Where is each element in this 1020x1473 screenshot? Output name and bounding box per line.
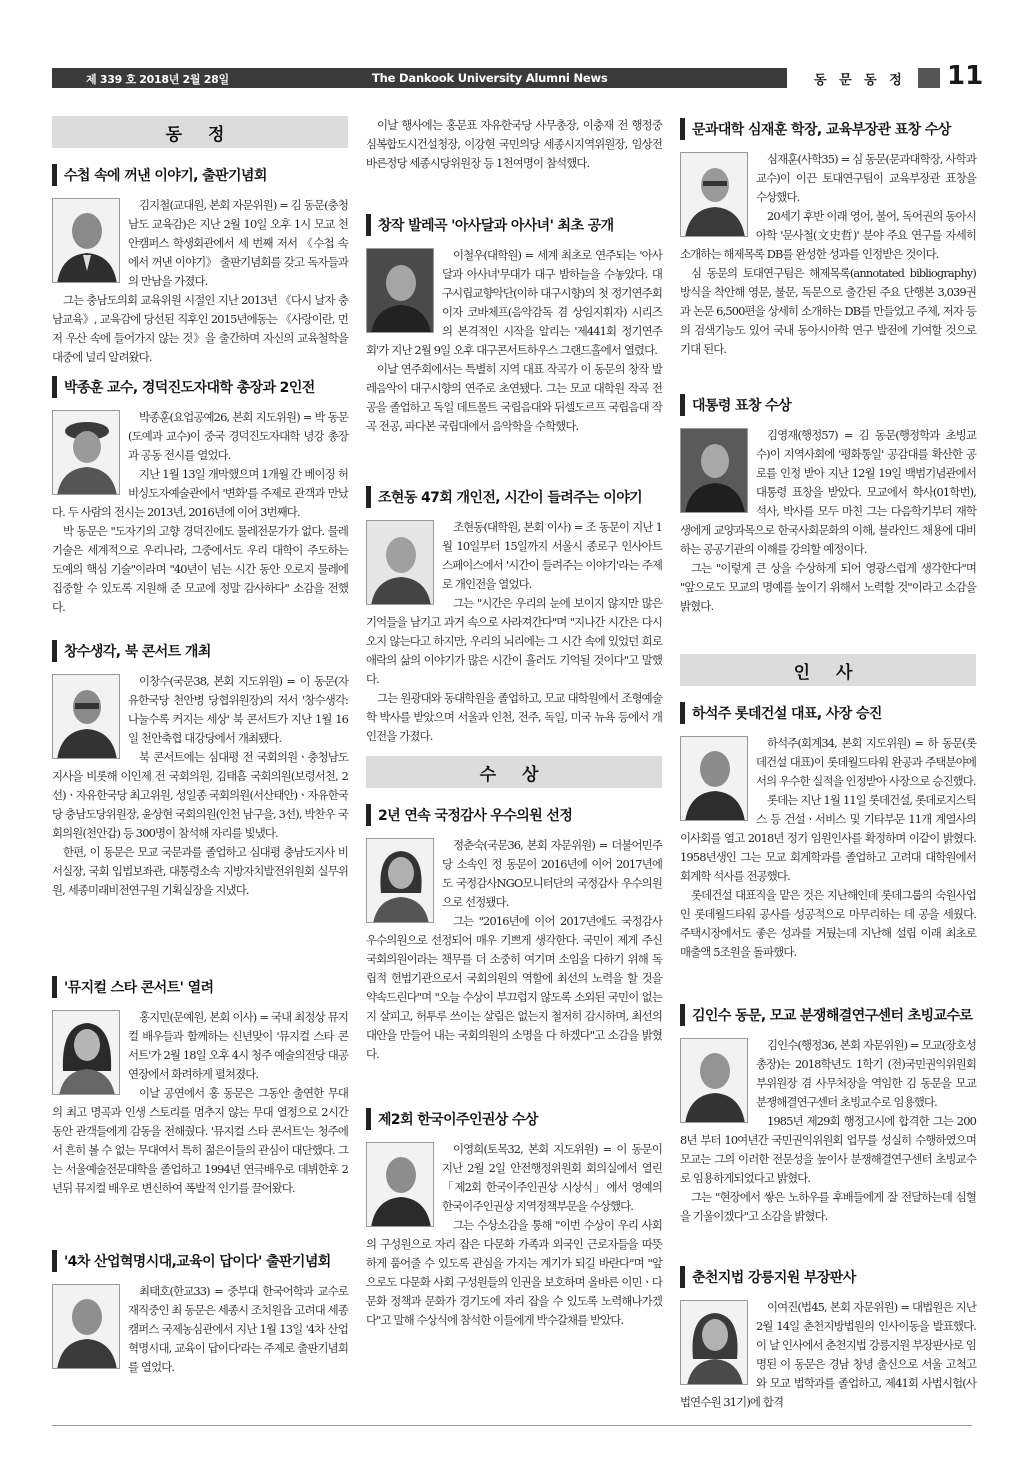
paragraph: 롯데건설 대표직을 맡은 것은 지난해인데 롯데그룹의 숙원사업인 롯데월드타워 공사를 성공적으로 마무리하는 데 공을 세웠다. 주택시장에서도 좋은 성과를 거뒀는데 지난해 설립 이래 최초로 매출액 5조원을 돌파했다. — [680, 888, 976, 959]
person-icon — [367, 521, 434, 605]
article-headline — [680, 392, 976, 418]
headline-text: '뮤지컬 스타 콘서트' 열려 — [64, 980, 214, 996]
article-body — [680, 426, 976, 616]
article-body — [680, 734, 976, 962]
article-headline — [52, 974, 348, 1000]
paragraph: 하석주(회계34, 본회 지도위원) = 하 동문(롯데건설 대표)이 롯데월드타워 완공과 주택분야에서의 우수한 실적을 인정받아 사장으로 승진했다. — [756, 736, 976, 788]
headline-text: 춘천지법 강릉지원 부장판사 — [692, 1270, 856, 1286]
paragraph: 그는 "시간은 우리의 눈에 보이지 않지만 많은 기억들을 남기고 과거 속으로 사라져간다"며 "지나간 시간은 다시 오지 않는다고 하지만, 우리의 뇌리에는 그 시간 속에 있었던 희로애락의 삶의 이야기가 많은 시간이 흘러도 기억될 것이다"고 말했다. — [366, 596, 662, 686]
article-headline — [366, 484, 662, 510]
paragraph: 그는 "이렇게 큰 상을 수상하게 되어 영광스럽게 생각한다"며 "앞으로도 모교의 명예를 높이기 위해서 노력할 것"이라고 소감을 밝혔다. — [680, 561, 976, 613]
article-kim-jicheol — [52, 162, 348, 374]
portrait-photo — [680, 428, 748, 513]
article-body — [366, 1140, 662, 1330]
column-1 — [52, 116, 348, 1373]
article-lee-cheolwoo — [366, 212, 662, 484]
paragraph: 김영재(행정57) = 김 동문(행정학과 초빙교수)이 지역사회에 '평화통일' 공감대를 확산한 공로를 인정 받아 지난 12월 19일 백범기념관에서 대통령 표창을 받았다. 모교에서 학사(01학번), 석사, 박사를 모두 마친 그는 다음학기부터 재학생에게 교양과목으로 한국사회문화의 이해, 블라인드 채용에 대비하는 공공기관의 이해를 강의할 예정이다. — [680, 428, 976, 556]
person-icon — [53, 675, 120, 759]
article-lee-younghee — [366, 1106, 662, 1366]
headline-text: 문과대학 심재훈 학장, 교육부장관 표창 수상 — [692, 122, 951, 138]
article-jung-chunsook — [366, 802, 662, 1106]
headline-bar-icon — [366, 804, 371, 826]
article-choi-taeho-continued — [366, 116, 662, 212]
portrait-photo — [366, 1142, 434, 1227]
portrait-photo — [52, 1284, 120, 1369]
article-body — [52, 1282, 348, 1377]
paragraph: 이창수(국문38, 본회 지도위원) = 이 동문(자유한국당 천안병 당협위원장)의 저서 '창수생각:나눌수록 커지는 세상' 북 콘서트가 지난 1월 16일 천안축협 대강당에서 개최됐다. — [128, 674, 348, 745]
article-lee-changsu — [52, 638, 348, 974]
paragraph: 최태호(한교33) = 중부대 한국어학과 교수로 재직중인 최 동문은 세종시 조치원읍 고려대 세종캠퍼스 국제농심관에서 지난 1월 13일 '4차 산업혁명시대, 교육이 답이다'라는 주제로 출판기념회를 열었다. — [128, 1284, 348, 1374]
portrait-photo — [52, 1010, 120, 1095]
article-headline — [366, 802, 662, 828]
headline-bar-icon — [680, 118, 685, 140]
paragraph: 20세기 후반 이래 영어, 불어, 독어권의 동아시아학 '문사철(文史哲)' 분야 주요 연구를 자세히 소개하는 해제목록 DB를 완성한 성과를 인정받은 것이다. — [680, 209, 976, 261]
portrait-photo — [680, 736, 748, 821]
page-number: 11 — [947, 61, 984, 91]
paragraph: 심 동문의 토대연구팀은 해제목록(annotated bibliography) 방식을 착안해 영문, 불문, 독문으로 출간된 주요 단행본 3,039권과 논문 6,500편을 상세히 소개하는 DB를 만들었고 주제, 저자 등의 검색기능도 있어 국내 동아시아학 연구 발전에 기여할 것으로 기대 된다. — [680, 266, 976, 356]
paragraph: 한편, 이 동문은 모교 국문과를 졸업하고 심대평 충남도지사 비서실장, 국회 입법보좌관, 대통령소속 지방자치발전위원회 실무위원, 세종미래비전연구원 기획실장을 지냈다. — [52, 845, 348, 897]
paragraph: 김인수(행정36, 본회 자문위원) = 모교(장호성 총장)는 2018학년도 1학기 (전)국민권익위원회 부위원장 겸 사무처장을 역임한 김 동문을 모교 분쟁해결연구센터 초빙교수로 임용했다. — [756, 1038, 976, 1109]
article-body — [366, 116, 662, 173]
paragraph: 조현동(대학원, 본회 이사) = 조 동문이 지난 1월 10일부터 15일까지 서울시 종로구 인사아트스페이스에서 '시간이 들려주는 이야기'라는 주제로 개인전을 열었다. — [442, 520, 662, 591]
article-kim-insu — [680, 1002, 976, 1264]
article-kim-youngjae — [680, 392, 976, 654]
article-headline — [52, 1248, 348, 1274]
article-body — [52, 408, 348, 617]
article-hong-jimin — [52, 974, 348, 1248]
headline-text: 하석주 롯데건설 대표, 사장 승진 — [692, 706, 882, 722]
portrait-photo — [366, 520, 434, 605]
article-headline — [680, 1002, 976, 1028]
article-headline — [366, 212, 662, 238]
headline-text: 조현동 47회 개인전, 시간이 들려주는 이야기 — [378, 490, 643, 506]
portrait-photo — [366, 248, 434, 333]
paragraph: 이영희(토목32, 본회 지도위원) = 이 동문이 지난 2월 2일 안전행정위원회 회의실에서 열린「제2회 한국이주인권상 시상식」에서 영예의 한국이주인권상 지역정책부문을 수상했다. — [442, 1142, 662, 1213]
article-body — [52, 196, 348, 367]
paragraph: 박종훈(요업공예26, 본회 지도위원) = 박 동문(도예과 교수)이 중국 경덕진도자대학 녕강 총장과 공동 전시를 열었다. — [128, 410, 348, 462]
bottom-rule — [52, 1425, 972, 1426]
paragraph: 그는 충남도의회 교육위원 시절인 지난 2013년 《다시 날자 충남교육》, 교육감에 당선된 직후인 2015년에동는 《사랑이란, 먼저 우산 속에 들어가지 않는 것》을 출간하며 자신의 교육철학을 대중에 널리 알려왔다. — [52, 293, 348, 364]
headline-text: 2년 연속 국정감사 우수의원 선정 — [378, 808, 573, 824]
article-headline — [680, 700, 976, 726]
headline-bar-icon — [366, 486, 371, 508]
headline-bar-icon — [680, 702, 685, 724]
paragraph: 박 동문은 "도자기의 고향 경덕진에도 물레전문가가 없다. 물레 기술은 세계적으로 우리나라, 그중에서도 우리 대학이 주도하는 도예의 핵심 기술"이라며 "40년이 넘는 시간 동안 오로지 물레에 집중할 수 있도록 지원해 준 모교에 정말 감사하다" 소감을 전했다. — [52, 524, 348, 614]
article-body — [366, 836, 662, 1064]
portrait-photo — [680, 1300, 748, 1385]
person-icon — [367, 839, 434, 923]
article-body — [680, 1298, 976, 1412]
headline-text: 김인수 동문, 모교 분쟁해결연구센터 초빙교수로 — [692, 1008, 973, 1024]
article-body — [680, 1036, 976, 1226]
paragraph: 그는 원광대와 동대학원을 졸업하고, 모교 대학원에서 조형예술학 박사를 받았으며 서울과 인천, 전주, 독일, 미국 뉴욕 등에서 개인전을 가졌다. — [366, 691, 662, 743]
portrait-photo — [366, 838, 434, 923]
article-shim-jaehoon — [680, 116, 976, 392]
masthead — [52, 61, 984, 92]
paragraph: 이날 행사에는 홍문표 자유한국당 사무총장, 이충재 전 행정중심복합도시건설청장, 이강현 국민의당 세종시지역위원장, 임상전 바른정당 세종시당위원장 등 1천여명이 참석했다. — [366, 118, 662, 170]
article-headline — [680, 116, 976, 142]
headline-bar-icon — [52, 1250, 57, 1272]
paragraph: 롯데는 지난 1월 11일 롯데건설, 롯데로지스틱스 등 건설ㆍ서비스 및 기타부문 11개 계열사의 이사회를 열고 2018년 정기 임원인사를 확정하며 이같이 밝혔다. 1958년생인 그는 모교 회계학과를 졸업하고 고려대 대학원에서 회계학 석사를 전공했다. — [680, 793, 976, 883]
paragraph: 이여진(법45, 본회 자문위원) = 대법원은 지난 2월 14일 춘천지방법원의 인사이동을 발표했다. 이 날 인사에서 춘천지법 강릉지원 부장판사로 임명된 이 동문은 경남 창녕 출신으로 서울 고척고와 모교 법학과를 졸업하고, 제41회 사법시험(사법연수원 31기)에 합격 — [680, 1300, 976, 1409]
person-icon — [53, 411, 120, 495]
article-cho-hyeondong — [366, 484, 662, 756]
column-2 — [366, 116, 662, 1366]
paragraph: 지난 1월 13일 개막했으며 1개월 간 베이징 허비싱도자예술관에서 '변화'를 주제로 관객과 만났다. 두 사람의 전시는 2013년, 2016년에 이어 3번째다. — [52, 467, 348, 519]
portrait-photo — [52, 198, 120, 283]
person-icon — [681, 737, 748, 821]
paragraph: 그는 "2016년에 이어 2017년에도 국정감사 우수의원으로 선정되어 매우 기쁘게 생각한다. 국민이 제게 주신 국회의원이라는 책무를 더 소중히 여기며 소임을 다하기 위해 독립적 헌법기관으로서 국회의원의 역할에 최선의 노력을 할 것을 약속드린다"며 "오늘 수상이 부끄럽지 않도록 소외된 국민이 없는지 살피고, 허투루 쓰이는 살림은 없는지 철저히 감시하며, 최선의 대안을 만들어 내는 국회의원의 소명을 다 하겠다"고 소감을 밝혔다. — [366, 914, 662, 1061]
paragraph: 북 콘서트에는 심대평 전 국회의원ㆍ충청남도지사을 비롯해 이인제 전 국회의원, 김태흠 국회의원(보령서천, 2선)ㆍ자유한국당 최고위원, 성일종 국회의원(서산태안)ㆍ자유한국당 충남도당위원장, 윤상현 국회의원(인천 남구을, 3선), 박찬우 국회의원(천안갑) 등 300명이 참석해 자리를 빛냈다. — [52, 750, 349, 840]
masthead-bar — [52, 68, 787, 88]
headline-text: '4차 산업혁명시대,교육이 답이다' 출판기념회 — [64, 1254, 331, 1270]
headline-text: 제2회 한국이주인권상 수상 — [378, 1112, 538, 1128]
headline-bar-icon — [680, 394, 685, 416]
section-banner-dongjeong: 동 정 — [52, 116, 348, 148]
headline-text: 대통령 표창 수상 — [692, 398, 792, 414]
person-icon — [681, 1039, 748, 1123]
article-body — [680, 150, 976, 359]
paragraph: 이날 공연에서 홍 동문은 그동안 출연한 무대의 최고 명곡과 인생 스토리를 멈추지 않는 무대 열정으로 2시간 동안 관객들에게 감동을 전해줬다. '뮤지컬 스타 콘서트'는 청주에서 흔히 볼 수 없는 무대여서 특히 젊은이들의 관심이 대단했다. 그는 서울예술전문대학을 졸업하고 1994년 연극배우로 데뷔한후 2년뒤 뮤지컬 배우로 변신하여 폭발적 인기를 끌어왔다. — [52, 1086, 348, 1195]
section-name: 동 문 동 정 — [814, 73, 906, 88]
paragraph: 그는 "현장에서 쌓은 노하우를 후배들에게 잘 전달하는데 심혈을 기울이겠다"고 소감을 밝혔다. — [680, 1190, 976, 1223]
headline-bar-icon — [52, 164, 57, 186]
paragraph: 김지철(교대원, 본회 자문위원) = 김 동문(충청남도 교육감)은 지난 2월 10일 오후 1시 모교 천안캠퍼스 학생회관에서 세 번째 저서 《수첩 속에서 꺼낸 이야기》 출판기념회를 갖고 독자들과의 만남을 가졌다. — [128, 198, 348, 288]
article-ha-seokju — [680, 700, 976, 1002]
article-body — [366, 246, 662, 436]
portrait-photo — [52, 674, 120, 759]
person-icon — [53, 199, 120, 283]
article-body — [52, 672, 348, 900]
person-icon — [53, 1285, 120, 1369]
person-icon — [367, 1143, 434, 1227]
article-headline — [52, 374, 348, 400]
article-headline — [680, 1264, 976, 1290]
portrait-photo — [680, 152, 748, 237]
column-3 — [680, 116, 976, 1409]
paragraph: 홍지민(문예원, 본회 이사) = 국내 최정상 뮤지컬 배우들과 함께하는 신년맞이 '뮤지컬 스타 콘서트'가 2월 18일 오후 4시 청주 예술의전당 대공연장에서 화려하게 펼쳐졌다. — [128, 1010, 348, 1081]
person-icon — [681, 1301, 748, 1385]
article-body — [52, 1008, 348, 1198]
page-marker — [918, 68, 940, 88]
section-banner-susang: 수 상 — [366, 756, 662, 788]
portrait-photo — [680, 1038, 748, 1123]
paragraph: 이철우(대학원) = 세계 최초로 연주되는 '아사달과 아사녀'무대가 대구 밤하늘을 수놓았다. 대구시립교향악단(이하 대구시향)의 첫 정기연주회이자 코바체프(음악감독 겸 상임지휘자) 시리즈의 본격적인 시작을 알리는 '제441회 정기연주회'가 지난 2월 9일 오후 대구콘서트하우스 그랜드홀에서 열렸다. — [366, 248, 662, 357]
section-banner-insa: 인 사 — [680, 654, 976, 686]
article-headline — [52, 162, 348, 188]
headline-bar-icon — [366, 1108, 371, 1130]
headline-text: 박종훈 교수, 경덕진도자대학 총장과 2인전 — [64, 380, 315, 396]
person-icon — [681, 153, 748, 237]
paragraph: 이날 연주회에서는 특별히 지역 대표 작곡가 이 동문의 창작 발레음악이 대구시향의 연주로 초연됐다. 그는 모교 대학원 작곡 전공을 졸업하고 독일 데트몰트 국립음대와 뒤셀도르프 국립음대 작곡 전공, 파다본 국립대에서 음악학을 수학했다. — [366, 362, 662, 433]
article-body — [366, 518, 662, 746]
issue-info: 제 339 호 2018년 2월 28일 — [86, 73, 229, 86]
paragraph: 정춘숙(국문36, 본회 자문위원) = 더불어민주당 소속인 정 동문이 2016년에 이어 2017년에도 국정감사NGO모니터단의 국정감사 우수의원으로 선정됐다. — [442, 838, 662, 909]
article-headline — [366, 1106, 662, 1132]
paper-name: The Dankook University Alumni News — [372, 71, 608, 85]
headline-bar-icon — [52, 640, 57, 662]
headline-bar-icon — [366, 214, 371, 236]
person-icon — [367, 249, 434, 333]
paragraph: 심재훈(사학35) = 심 동문(문과대학장, 사학과 교수)이 이끈 토대연구팀이 교육부장관 표창을 수상했다. — [756, 152, 976, 204]
headline-text: 창작 발레곡 '아사달과 아사녀' 최초 공개 — [378, 218, 614, 234]
headline-bar-icon — [52, 976, 57, 998]
article-headline — [52, 638, 348, 664]
portrait-photo — [52, 410, 120, 495]
article-lee-yeojin — [680, 1264, 976, 1409]
headline-bar-icon — [680, 1266, 685, 1288]
person-icon — [681, 429, 748, 513]
headline-text: 수첩 속에 꺼낸 이야기, 출판기념회 — [64, 168, 267, 184]
headline-bar-icon — [680, 1004, 685, 1026]
headline-text: 창수생각, 북 콘서트 개최 — [64, 644, 211, 660]
paragraph: 그는 수상소감을 통해 "이번 수상이 우리 사회의 구성원으로 자리 잡은 다문화 가족과 외국인 근로자들을 따뜻하게 품어줄 수 있도록 관심을 가지는 계기가 되길 바란다"며 "앞으로도 다문화 사회 구성원들의 인권을 보호하며 올바른 이민ㆍ다문화 정책과 문화가 경기도에 자리 잡을 수 있도록 노력해나가겠다"고 말해 수상식에 참석한 이들에게 박수갈채를 받았다. — [366, 1218, 662, 1327]
headline-bar-icon — [52, 376, 57, 398]
article-choi-taeho — [52, 1248, 348, 1374]
article-park-jonghun — [52, 374, 348, 638]
person-icon — [53, 1011, 120, 1095]
paragraph: 1985년 제29회 행정고시에 합격한 그는 2008년 부터 10여년간 국민권익위원회 업무를 성실히 수행하였으며 모교는 그의 이러한 전문성을 높이사 분쟁해결연구센터 초빙교수로 임용하게되었다고 밝혔다. — [680, 1114, 976, 1185]
